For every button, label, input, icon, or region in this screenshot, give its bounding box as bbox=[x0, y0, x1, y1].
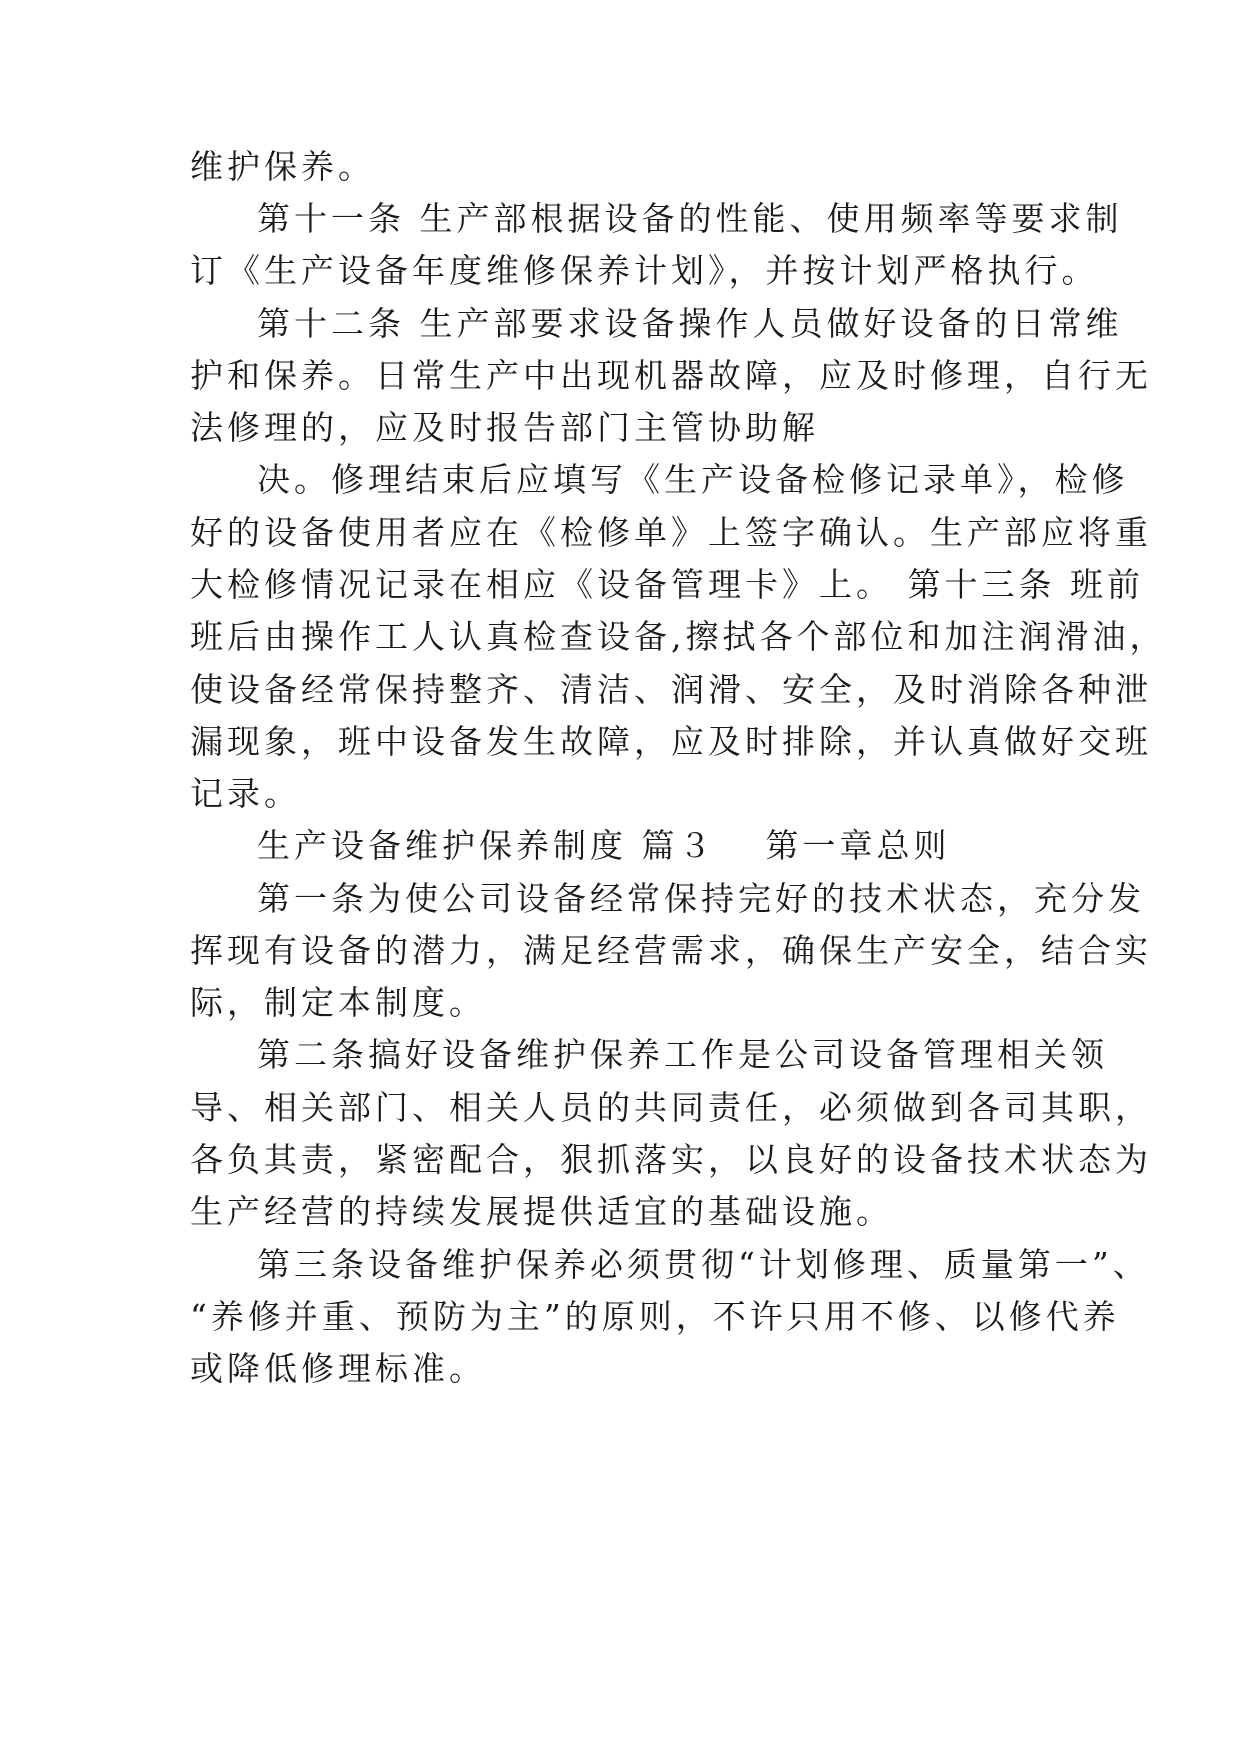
text-line: 第十二条 生产部要求设备操作人员做好设备的日常维 bbox=[257, 304, 1123, 343]
text-line: 第二条搞好设备维护保养工作是公司设备管理相关领 bbox=[257, 1035, 1108, 1074]
text-line: 订《生产设备年度维修保养计划》，并按计划严格执行。 bbox=[190, 251, 1099, 290]
text-line: 班后由操作工人认真检查设备,擦拭各个部位和加注润滑油， bbox=[190, 617, 1167, 656]
section-heading bbox=[257, 826, 951, 866]
text-line: 第三条设备维护保养必须贯彻“计划修理、质量第一”、 bbox=[257, 1245, 1150, 1284]
text-line: 或降低修理标准。 bbox=[190, 1349, 486, 1388]
text-line: 漏现象，班中设备发生故障，应及时排除，并认真做好交班 bbox=[190, 722, 1152, 761]
text-line: 各负其责，紧密配合，狠抓落实，以良好的设备技术状态为 bbox=[190, 1140, 1152, 1179]
section-title: 生产设备维护保养制度 篇３ bbox=[257, 826, 716, 865]
text-line: 使设备经常保持整齐、清洁、润滑、安全，及时消除各种泄 bbox=[190, 670, 1152, 709]
text-line: 好的设备使用者应在《检修单》上签字确认。生产部应将重 bbox=[190, 513, 1152, 552]
text-line: 维护保养。 bbox=[190, 147, 375, 186]
chapter-title: 第一章总则 bbox=[765, 826, 951, 865]
text-line: 第一条为使公司设备经常保持完好的技术状态，充分发 bbox=[257, 879, 1145, 918]
text-line: 生产经营的持续发展提供适宜的基础设施。 bbox=[190, 1192, 893, 1231]
text-line: 护和保养。日常生产中出现机器故障，应及时修理，自行无 bbox=[190, 356, 1152, 395]
text-line: 大检修情况记录在相应《设备管理卡》上。 第十三条 班前 bbox=[190, 565, 1144, 604]
text-line: 际，制定本制度。 bbox=[190, 983, 486, 1022]
text-line: 记录。 bbox=[190, 774, 301, 813]
text-line: 第十一条 生产部根据设备的性能、使用频率等要求制 bbox=[257, 199, 1123, 238]
text-line: 挥现有设备的潜力，满足经营需求，确保生产安全，结合实 bbox=[190, 931, 1152, 970]
text-line: 决。修理结束后应填写《生产设备检修记录单》，检修 bbox=[257, 460, 1129, 499]
text-line: 导、相关部门、相关人员的共同责任，必须做到各司其职， bbox=[190, 1088, 1152, 1127]
text-line: “养修并重、预防为主”的原则，不许只用不修、以修代养 bbox=[190, 1297, 1120, 1336]
text-line: 法修理的，应及时报告部门主管协助解 bbox=[190, 408, 819, 447]
